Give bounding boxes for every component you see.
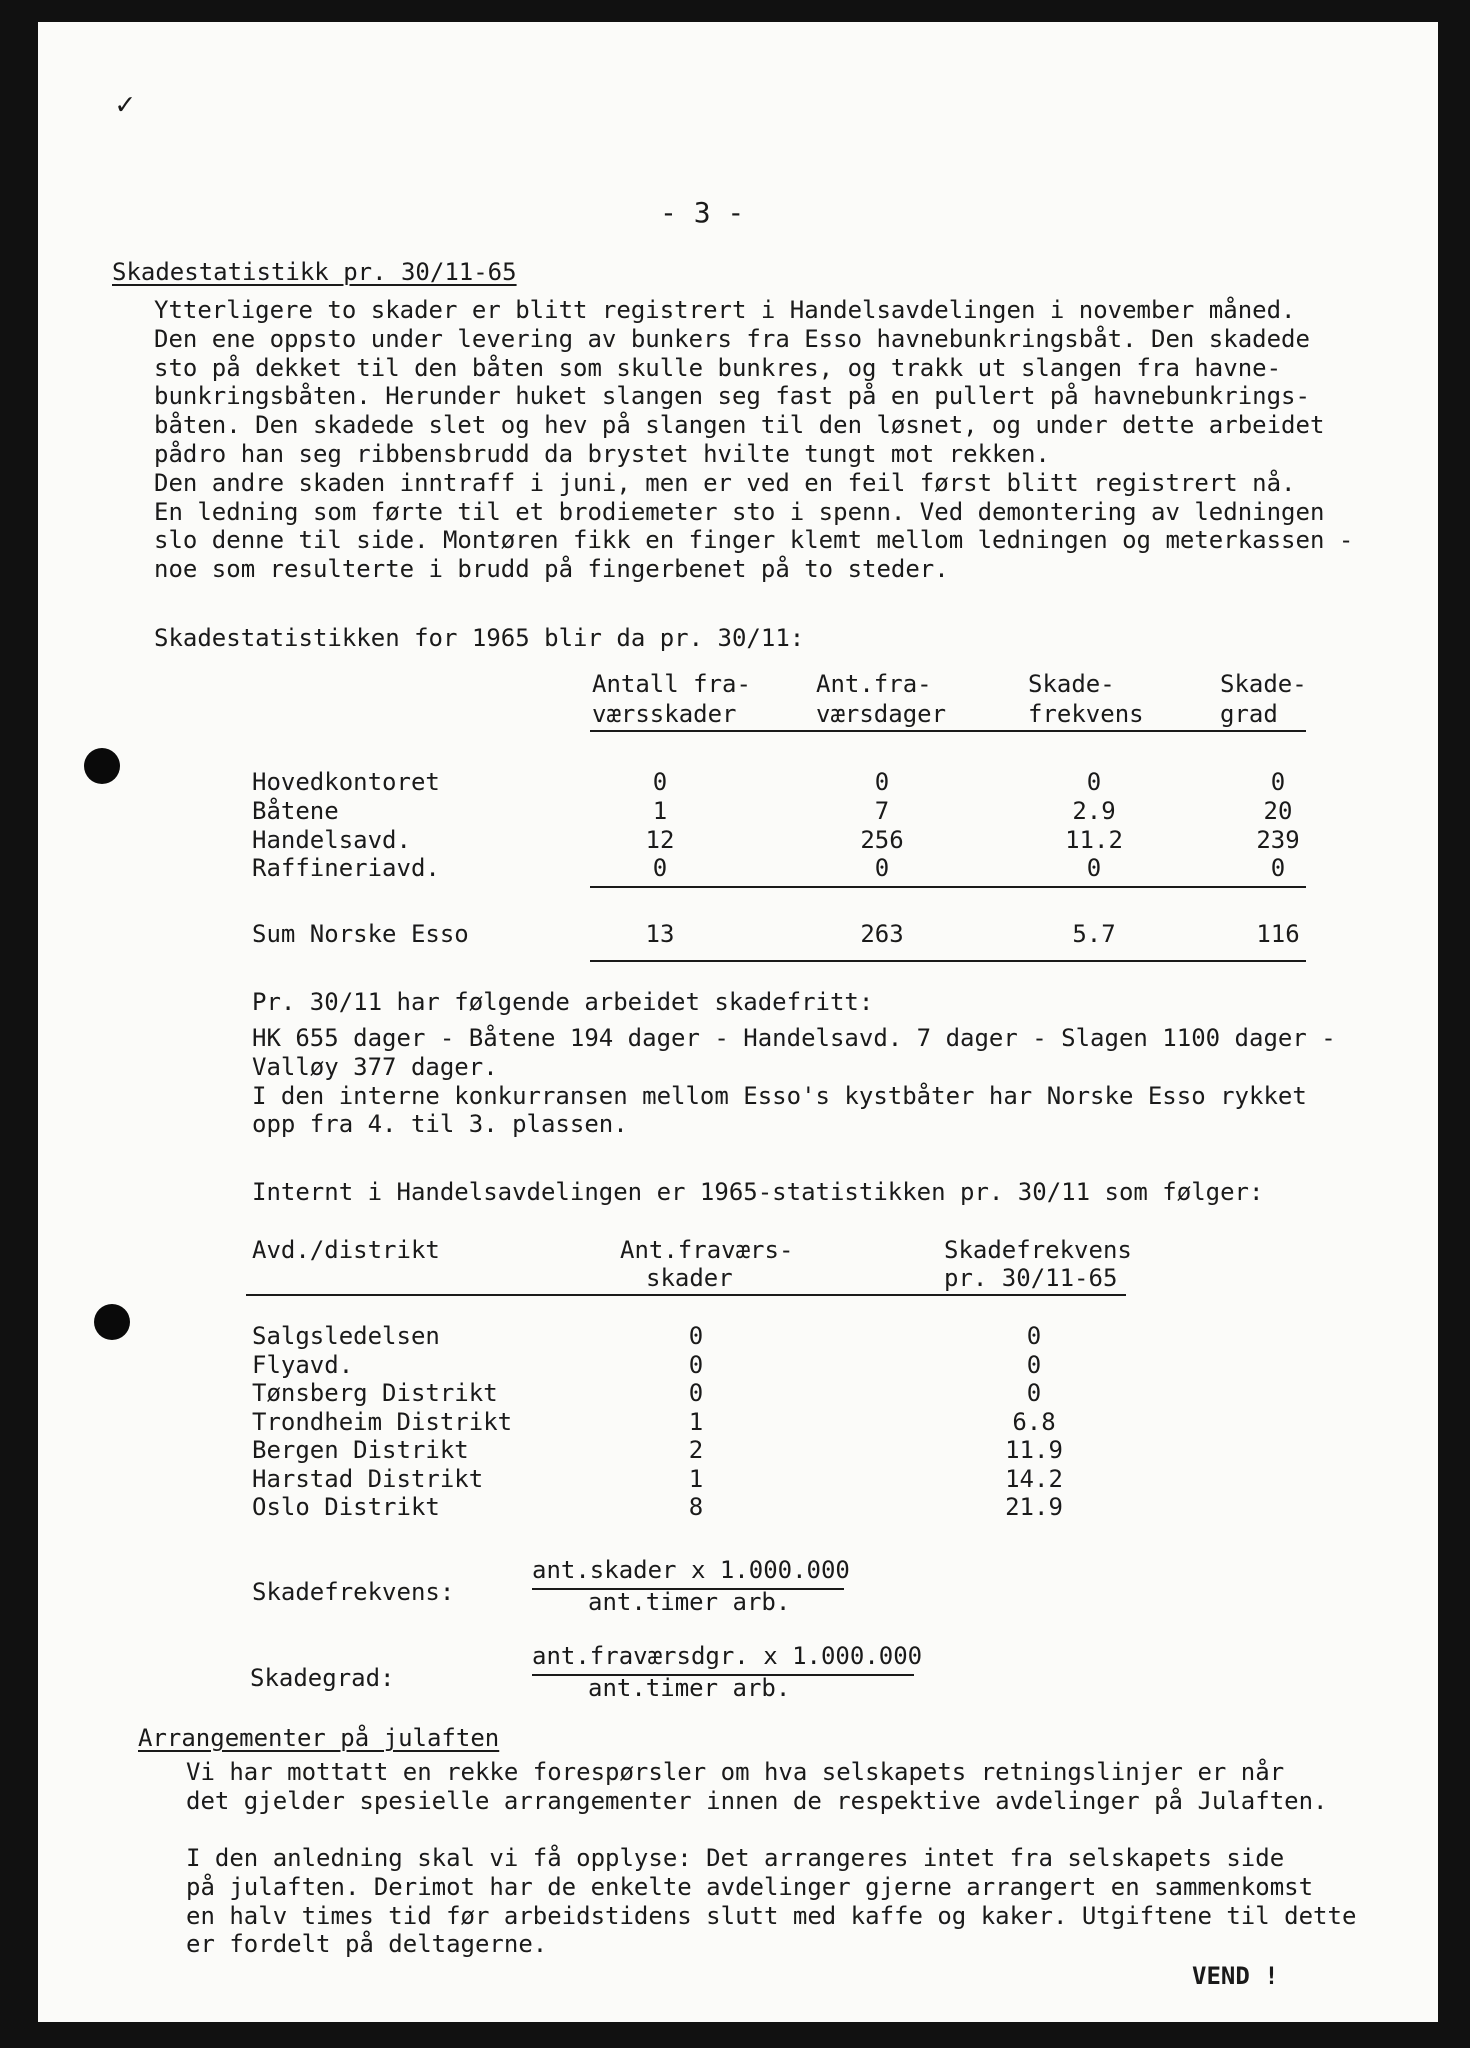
table-cell: 0	[688, 1350, 704, 1379]
paragraph-line: båten. Den skadede slet og hev på slangen til den løsnet, og under dette arbeidet	[154, 411, 1325, 440]
injury-free-intro: Pr. 30/11 har følgende arbeidet skadefritt:	[252, 988, 874, 1016]
table1-header-0-line2: værsskader	[592, 700, 737, 728]
page-number: - 3 -	[660, 196, 745, 229]
table1-header-1-line2: værsdager	[816, 700, 947, 728]
paragraph-line: Vi har mottatt en rekke forespørsler om hva selskapets retningslinjer er når	[186, 1758, 1285, 1786]
table-cell: 14.2	[1005, 1464, 1063, 1493]
table-cell: 1	[652, 796, 668, 825]
table-cell: 11.2	[1065, 825, 1123, 854]
table1-header-3-line1: Skade-	[1220, 670, 1307, 698]
paragraph-line: Valløy 377 dager.	[252, 1052, 498, 1081]
table1-sum-value: 5.7	[1072, 920, 1116, 948]
table2-header-0: Avd./distrikt	[252, 1236, 440, 1264]
document-page	[38, 22, 1438, 2022]
table1-sum-value: 263	[860, 920, 904, 948]
table-cell: 6.8	[1012, 1407, 1056, 1436]
paragraph-line: en halv times tid før arbeidstidens slutt med kaffe og kaker. Utgiftene til dette	[186, 1901, 1357, 1930]
table-cell: 0	[874, 768, 890, 796]
table1-header-2-line1: Skade-	[1028, 670, 1115, 698]
table-cell: 1	[688, 1407, 704, 1436]
table-cell: 0	[652, 768, 668, 796]
formula-numerator: ant.fraværsdgr. x 1.000.000	[532, 1642, 923, 1670]
paragraph-line: I den anledning skal vi få opplyse: Det arrangeres intet fra selskapets side	[186, 1844, 1285, 1872]
table1-header-3-line2: grad	[1220, 700, 1278, 728]
paragraph-line: Den ene oppsto under levering av bunkers fra Esso havnebunkringsbåt. Den skadede	[154, 324, 1310, 353]
paragraph-line: opp fra 4. til 3. plassen.	[252, 1110, 628, 1139]
table-cell: 0	[1086, 768, 1102, 796]
table1-sum-rule-bottom	[590, 960, 1306, 962]
table1-sum-label: Sum Norske Esso	[252, 920, 469, 948]
table1-sum-rule-top	[590, 886, 1306, 888]
table-cell: 0	[1026, 1379, 1042, 1407]
paragraph-line: bunkringsbåten. Herunder huket slangen seg fast på en pullert på havnebunkrings-	[154, 382, 1310, 411]
table-cell: 8	[688, 1493, 704, 1521]
table-cell: 20	[1263, 796, 1293, 825]
table-cell: 0	[1270, 768, 1286, 796]
punch-hole-top	[84, 748, 120, 784]
table-cell: 2	[688, 1436, 704, 1464]
section-heading-skadestatistikk: Skadestatistikk pr. 30/11-65	[112, 258, 517, 286]
paragraph-line: Den andre skaden inntraff i juni, men er ved en feil først blitt registrert nå.	[154, 468, 1296, 497]
table-cell: 21.9	[1005, 1493, 1063, 1521]
formula-label: Skadegrad:	[250, 1664, 395, 1692]
table-cell: 1	[688, 1464, 704, 1493]
paragraph-line: er fordelt på deltagerne.	[186, 1930, 548, 1959]
table1-header-0-line1: Antall fra-	[592, 670, 751, 698]
table-row-label: Flyavd.	[252, 1350, 354, 1379]
table-row-label: Harstad Distrikt	[252, 1464, 484, 1493]
table-cell: 0	[1270, 854, 1286, 883]
table-cell: 0	[1026, 1350, 1042, 1379]
table-cell: 0	[874, 854, 890, 883]
table-cell: 239	[1256, 825, 1300, 854]
table2-header-rule	[246, 1294, 1126, 1296]
table1-header-2-line2: frekvens	[1028, 700, 1144, 728]
table-row-label: Båtene	[252, 796, 339, 825]
table2-header-2-line2: pr. 30/11-65	[944, 1264, 1118, 1292]
table1-header-rule	[590, 730, 1306, 732]
table-row-label: Hovedkontoret	[252, 768, 440, 796]
paragraph-line: Ytterligere to skader er blitt registrert i Handelsavdelingen i november måned.	[154, 296, 1296, 324]
table-row-label: Bergen Distrikt	[252, 1436, 469, 1464]
table-row-label: Oslo Distrikt	[252, 1493, 440, 1521]
table1-header-1-line1: Ant.fra-	[816, 670, 932, 698]
formula-denominator: ant.timer arb.	[588, 1588, 791, 1616]
table-cell: 0	[688, 1379, 704, 1407]
table-cell: 0	[688, 1322, 704, 1350]
section-heading-julaften: Arrangementer på julaften	[138, 1724, 500, 1752]
table2-header-1-line1: Ant.fraværs-	[620, 1236, 794, 1264]
table-cell: 11.9	[1005, 1436, 1063, 1464]
paragraph-line: noe som resulterte i brudd på fingerbenet på to steder.	[154, 555, 949, 584]
formula-numerator: ant.skader x 1.000.000	[532, 1556, 850, 1584]
paragraph-line: på julaften. Derimot har de enkelte avdelinger gjerne arrangert en sammenkomst	[186, 1872, 1314, 1901]
table-cell: 12	[645, 825, 675, 854]
formula-label: Skadefrekvens:	[252, 1578, 455, 1606]
paragraph-line: En ledning som førte til et brodiemeter sto i spenn. Ved demontering av ledningen	[154, 497, 1325, 526]
paragraph-line: sto på dekket til den båten som skulle bunkres, og trakk ut slangen fra havne-	[154, 353, 1282, 382]
table-cell: 7	[874, 796, 890, 825]
table1-sum-value: 116	[1256, 920, 1300, 948]
table2-intro: Internt i Handelsavdelingen er 1965-statistikken pr. 30/11 som følger:	[252, 1178, 1264, 1206]
paragraph-line: pådro han seg ribbensbrudd da brystet hvilte tungt mot rekken.	[154, 440, 1050, 468]
table-cell: 0	[652, 854, 668, 883]
formula-denominator: ant.timer arb.	[588, 1674, 791, 1702]
paragraph-line: I den interne konkurransen mellom Esso's kystbåter har Norske Esso rykket	[252, 1081, 1307, 1110]
check-mark: ✓	[116, 87, 135, 122]
vend-note: VEND !	[1192, 1962, 1279, 1990]
table-row-label: Salgsledelsen	[252, 1322, 440, 1350]
table2-header-2-line1: Skadefrekvens	[944, 1236, 1132, 1264]
table-cell: 2.9	[1072, 796, 1116, 825]
table-row-label: Handelsavd.	[252, 825, 411, 854]
table1-sum-value: 13	[645, 920, 675, 948]
table-cell: 0	[1026, 1322, 1042, 1350]
table-row-label: Tønsberg Distrikt	[252, 1379, 498, 1407]
table-row-label: Raffineriavd.	[252, 854, 440, 883]
table-row-label: Trondheim Distrikt	[252, 1407, 513, 1436]
punch-hole-bottom	[94, 1304, 130, 1340]
table2-header-1-line2: skader	[646, 1264, 733, 1292]
paragraph-line: HK 655 dager - Båtene 194 dager - Handelsavd. 7 dager - Slagen 1100 dager -	[252, 1024, 1336, 1052]
table-cell: 256	[860, 825, 904, 854]
table1-intro: Skadestatistikken for 1965 blir da pr. 30/11:	[154, 624, 805, 652]
paragraph-line: det gjelder spesielle arrangementer innen de respektive avdelinger på Julaften.	[186, 1786, 1328, 1815]
paragraph-line: slo denne til side. Montøren fikk en finger klemt mellom ledningen og meterkassen -	[154, 526, 1354, 555]
table-cell: 0	[1086, 854, 1102, 883]
